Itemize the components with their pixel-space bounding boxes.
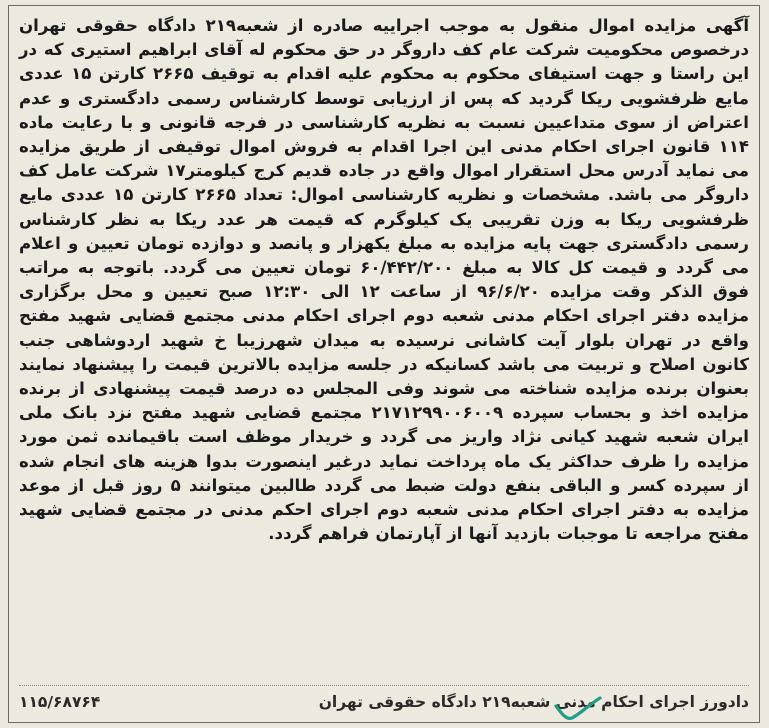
notice-signature: دادورز اجرای احکام مدنی شعبه۲۱۹ دادگاه حقوقی تهران — [318, 693, 749, 711]
notice-footer — [19, 685, 749, 718]
pen-checkmark-icon — [552, 694, 604, 724]
notice-frame — [8, 5, 760, 723]
reference-number: ۱۱۵/۶۸۷۶۴ — [19, 693, 101, 711]
auction-notice-body: آگهی مزایده اموال منقول به موجب اجراییه صادره از شعبه۲۱۹ دادگاه حقوقی تهران درخصوص محکومیت شرکت عام کف داروگر در حق محکوم له آقای ابراهیم استیری که در این راستا و جهت استیفای محکوم به محکوم علیه اقدام به توقیف ۲۶۶۵ کارتن ۱۵ عددی مایع ظرفشویی ریکا گردید که پس از ارزیابی توسط کارشناس رسمی دادگستری و عدم اعتراض از سوی متداعیین نسبت به نظریه کارشناسی در فرجه قانونی و با رعایت ماده ۱۱۴ قانون اجرای احکام مدنی این اجرا اقدام به فروش اموال توقیفی از طریق مزایده می نماید آدرس محل استقرار اموال واقع در جاده قدیم کرج کیلومتر۱۷ شرکت عامل کف داروگر می باشد. مشخصات و نظریه کارشناسی اموال: تعداد ۲۶۶۵ کارتن ۱۵ عددی مایع ظرفشویی ریکا به وزن تقریبی یک کیلوگرم که قیمت هر عدد ریکا به نظر کارشناس رسمی دادگستری جهت پایه مزایده به مبلغ یکهزار و پانصد و دوازده تومان تعیین و اعلام می گردد و قیمت کل کالا به مبلغ ۶۰/۴۴۲/۲۰۰ تومان تعیین می گردد. باتوجه به مراتب فوق الذکر وقت مزایده ۹۶/۶/۲۰ از ساعت ۱۲ الی ۱۲:۳۰ صبح تعیین و محل برگزاری مزایده دفتر اجرای احکام مدنی شعبه دوم اجرای احکام مدنی مجتمع قضایی شهید مفتح واقع در تهران بلوار آیت کاشانی نرسیده به میدان شهرزیبا خ شهید اردوشاهی جنب کانون اصلاح و تربیت می باشد کسانیکه در جلسه مزایده بالاترین قیمت را پیشنهاد نمایند بعنوان برنده مزایده شناخته می شوند وفی المجلس ده درصد قیمت پیشنهادی از برنده مزایده اخذ و بحساب سپرده ۲۱۷۱۲۹۹۰۰۶۰۰۹ مجتمع قضایی شهید مفتح نزد بانک ملی ایران شعبه شهید کیانی نژاد واریز می گردد و خریدار موظف است باقیمانده ثمن مورد مزایده را ظرف حداکثر یک ماه پرداخت نماید درغیر اینصورت بدوا هزینه های انجام شده از سپرده کسر و الباقی بنفع دولت ضبط می گردد طالبین میتوانند ۵ روز قبل از موعد مزایده به دفتر اجرای احکام مدنی شعبه دوم اجرای احکم مدنی در مجتمع قضایی شهید مفتح مراجعه تا موجبات بازدید آنها از آپارتمان فراهم گردد. — [19, 16, 750, 544]
